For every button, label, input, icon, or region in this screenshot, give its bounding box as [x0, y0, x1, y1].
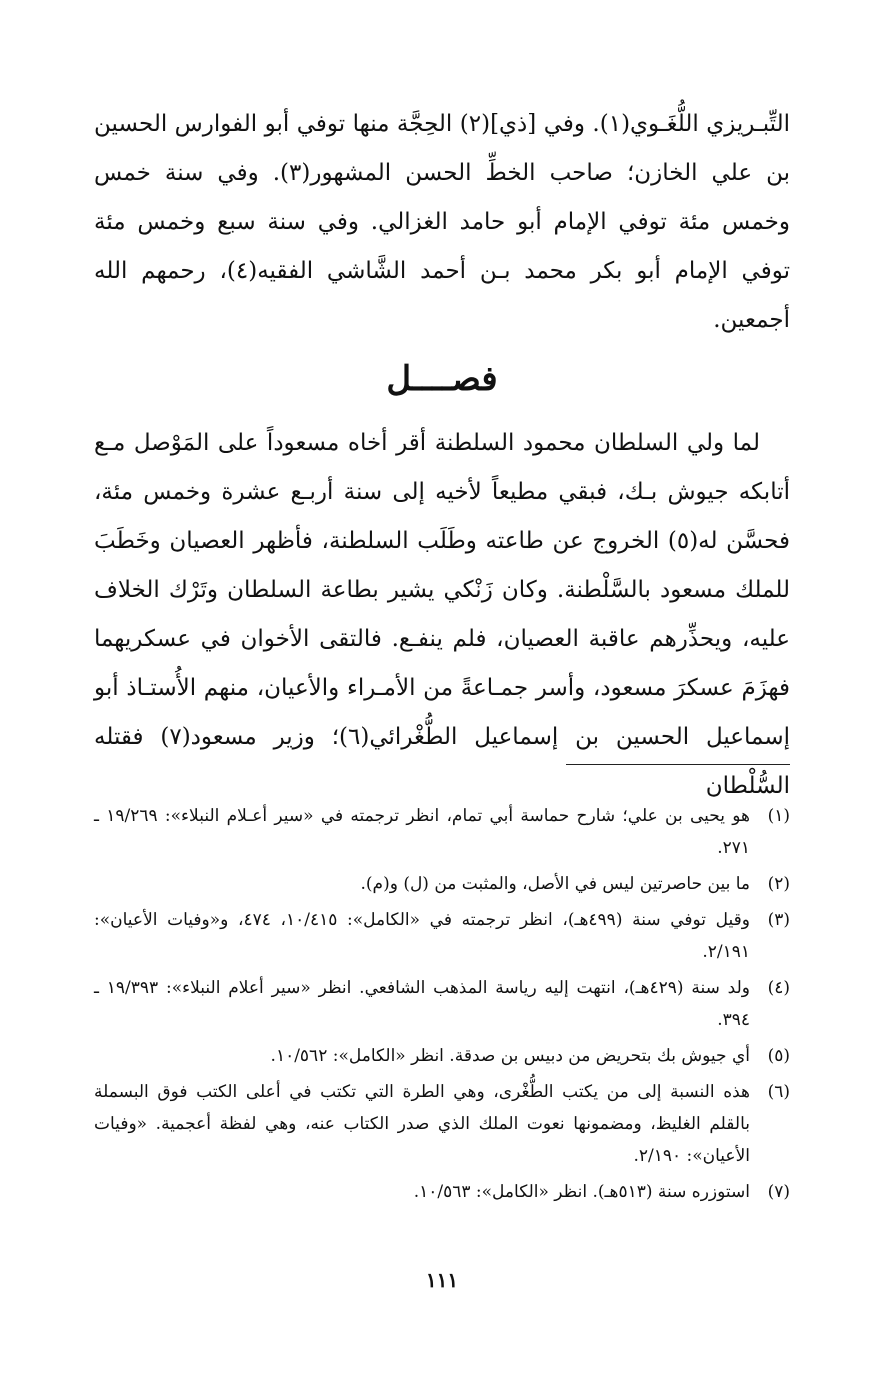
footnote-2 [94, 868, 790, 900]
footnote-1 [94, 800, 790, 864]
page-number: ١١١ [425, 1268, 459, 1292]
footnote-text: هذه النسبة إلى من يكتب الطُّغْرى، وهي الطرة التي تكتب في أعلى الكتب فوق البسملة بالقلم الغليظ، ومضمونها نعوت الملك الذي صدر الكتاب عنه، وهي لفظة أعجمية. «وفيات الأعيان»: ٢/١٩٠. [94, 1082, 750, 1166]
main-paragraph: لما ولي السلطان محمود السلطنة أقر أخاه مسعوداً على المَوْصل مـع أتابكه جيوش بـك، فبقي مطيعاً لأخيه إلى سنة أربـع عشرة وخمس مئة، فحسَّن له(٥) الخروج عن طاعته وطَلَب السلطنة، فأظهر العصيان وخَطَبَ للملك مسعود بالسَّلْطنة. وكان زَنْكي يشير بطاعة السلطان وتَرْك الخلاف عليه، ويحذِّرهم عاقبة العصيان، فلم ينفـع. فالتقى الأخوان في عسكريهما فهزَمَ عسكرَ مسعود، وأسر جمـاعةً من الأمـراء والأعيان، منهم الأُستـاذ أبو إسماعيل الحسين بن إسماعيل الطُّغْرائي(٦)؛ وزير مسعود(٧) فقتله السُّلْطان [94, 430, 790, 799]
footnote-6 [94, 1076, 790, 1172]
footnote-number: (٢) [767, 874, 790, 894]
footnote-divider [566, 764, 790, 765]
footnote-text: ولد سنة (٤٢٩هـ)، انتهت إليه رياسة المذهب الشافعي. انظر «سير أعلام النبلاء»: ١٩/٣٩٣ ـ ٣٩٤. [94, 978, 750, 1030]
footnote-number: (٦) [767, 1082, 790, 1102]
footnote-number: (٣) [767, 910, 790, 930]
footnote-number: (٤) [767, 978, 790, 998]
footnote-4 [94, 972, 790, 1036]
footnote-text: أي جيوش بك بتحريض من دبيس بن صدقة. انظر «الكامل»: ١٠/٥٦٢. [270, 1046, 750, 1066]
footnote-number: (١) [767, 806, 790, 826]
footnote-5 [94, 1040, 790, 1072]
footnote-3 [94, 904, 790, 968]
footnote-text: وقيل توفي سنة (٤٩٩هـ)، انظر ترجمته في «الكامل»: ١٠/٤١٥، ٤٧٤، و«وفيات الأعيان»: ٢/١٩١. [94, 910, 750, 962]
footnotes [94, 800, 790, 1212]
footnote-text: استوزره سنة (٥١٣هـ). انظر «الكامل»: ١٠/٥٦٣. [413, 1182, 750, 1202]
footnote-number: (٧) [767, 1182, 790, 1202]
footnote-7 [94, 1176, 790, 1208]
book-page [94, 100, 790, 1340]
top-paragraph: التِّبـريزي اللُّغَـوي(١). وفي [ذي](٢) الحِجَّة منها توفي أبو الفوارس الحسين بن علي الخازن؛ صاحب الخطِّ الحسن المشهور(٣). وفي سنة خمس وخمس مئة توفي الإمام أبو حامد الغزالي. وفي سنة سبع وخمس مئة توفي الإمام أبو بكر محمد بـن أحمد الشَّاشي الفقيه(٤)، رحمهم الله أجمعين. [94, 111, 791, 333]
footnote-number: (٥) [767, 1046, 790, 1066]
footnote-text: هو يحيى بن علي؛ شارح حماسة أبي تمام، انظر ترجمته في «سير أعـلام النبلاء»: ١٩/٢٦٩ ـ ٢٧١. [94, 806, 750, 858]
footnote-text: ما بين حاصرتين ليس في الأصل، والمثبت من (ل) و(م). [360, 874, 750, 894]
section-heading: فصــــل [386, 359, 498, 399]
